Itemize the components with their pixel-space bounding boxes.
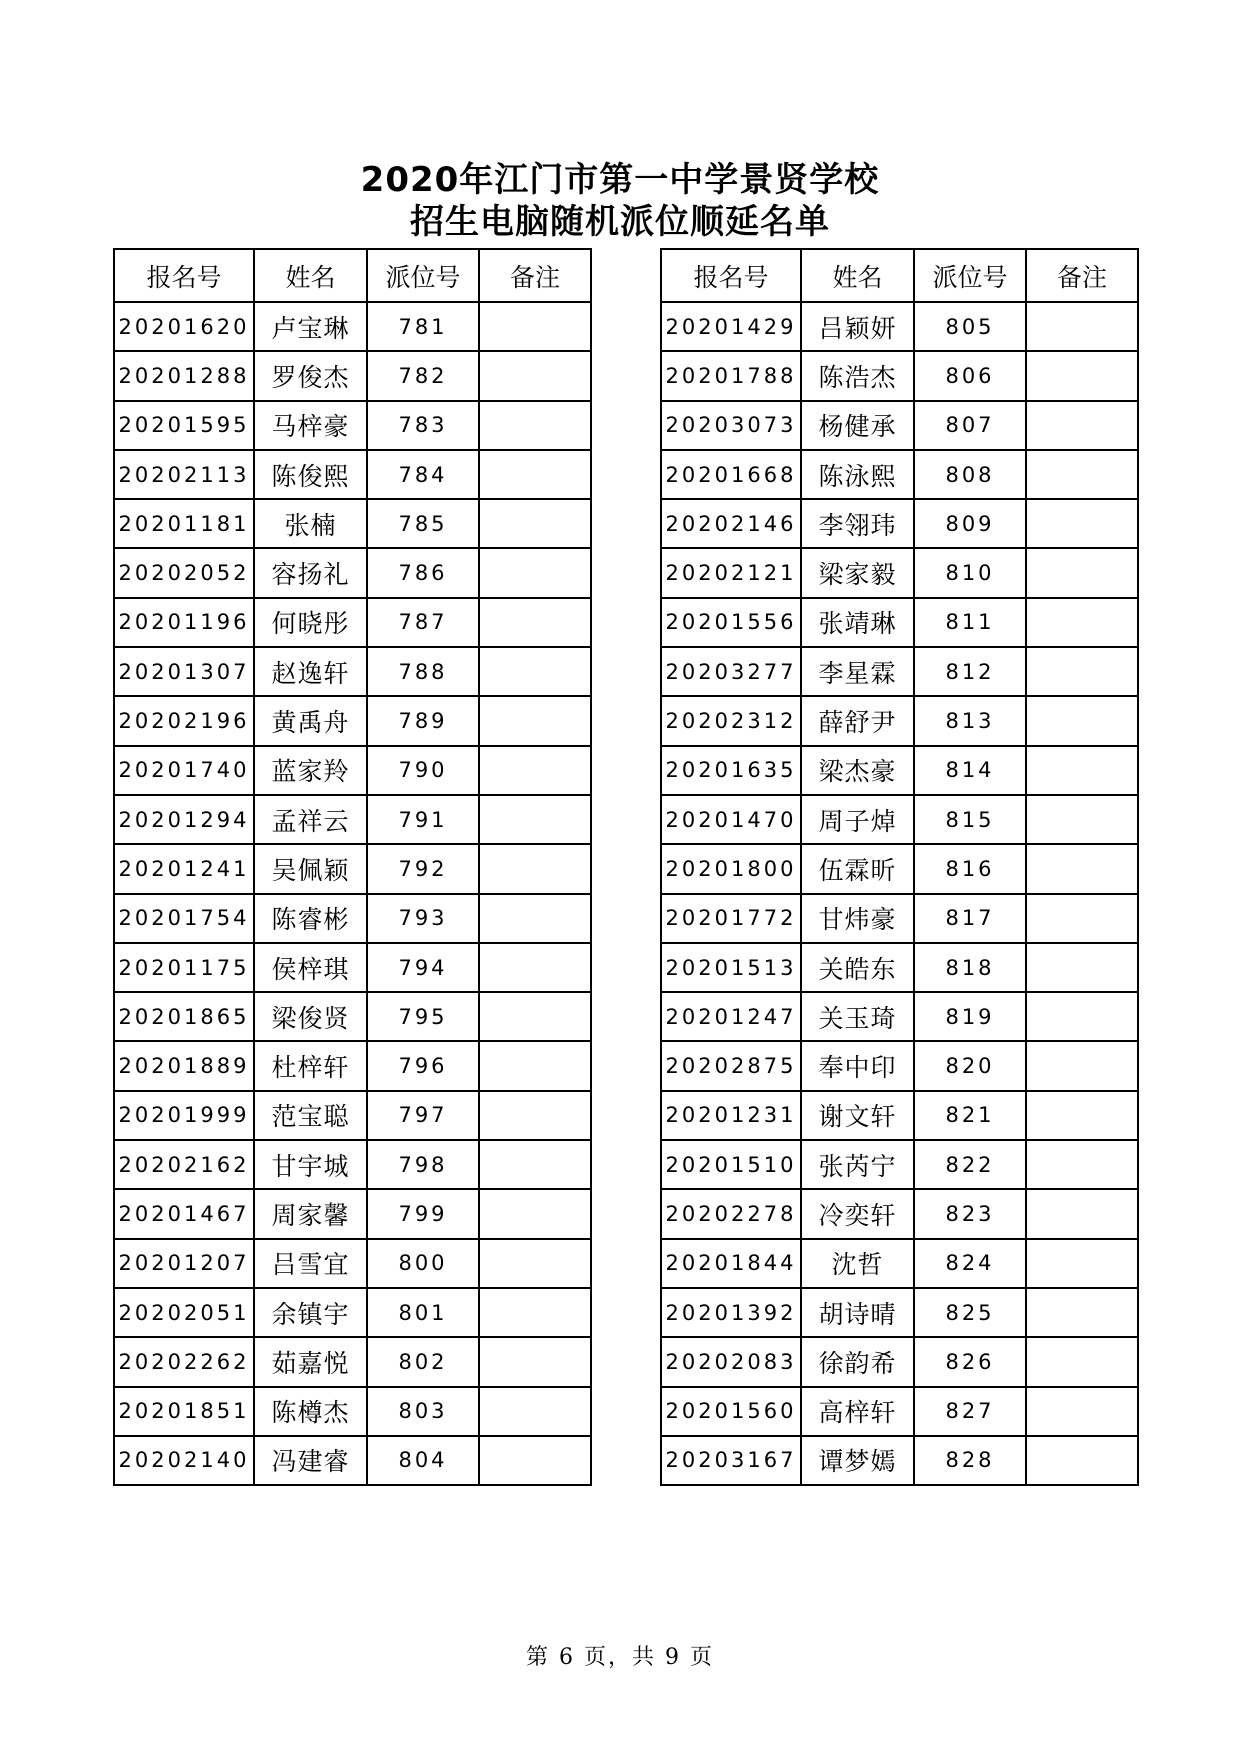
student-name-cell: 谭梦嫣 xyxy=(801,1436,914,1485)
remarks-cell xyxy=(1026,894,1138,943)
student-name-cell: 陈睿彬 xyxy=(254,894,367,943)
remarks-cell xyxy=(1026,844,1138,893)
header-registration-number: 报名号 xyxy=(114,249,254,302)
seat-number-cell: 809 xyxy=(914,499,1026,548)
student-name-cell: 李翎玮 xyxy=(801,499,914,548)
registration-number-cell: 20201510 xyxy=(661,1140,801,1189)
header-remarks: 备注 xyxy=(479,249,591,302)
remarks-cell xyxy=(1026,548,1138,597)
registration-number-cell: 20201307 xyxy=(114,647,254,696)
registration-number-cell: 20201889 xyxy=(114,1041,254,1090)
remarks-cell xyxy=(479,1189,591,1238)
registration-number-cell: 20201788 xyxy=(661,351,801,400)
student-name-cell: 吕颖妍 xyxy=(801,302,914,351)
remarks-cell xyxy=(479,499,591,548)
remarks-cell xyxy=(1026,647,1138,696)
registration-number-cell: 20201865 xyxy=(114,992,254,1041)
remarks-cell xyxy=(1026,795,1138,844)
table-row xyxy=(114,844,591,893)
table-row xyxy=(114,746,591,795)
registration-number-cell: 20201175 xyxy=(114,943,254,992)
seat-number-cell: 791 xyxy=(367,795,479,844)
remarks-cell xyxy=(479,1041,591,1090)
registration-number-cell: 20201620 xyxy=(114,302,254,351)
seat-number-cell: 802 xyxy=(367,1337,479,1386)
seat-number-cell: 801 xyxy=(367,1288,479,1337)
registration-number-cell: 20201844 xyxy=(661,1239,801,1288)
registration-number-cell: 20202083 xyxy=(661,1337,801,1386)
seat-number-cell: 795 xyxy=(367,992,479,1041)
registration-number-cell: 20201294 xyxy=(114,795,254,844)
table-row xyxy=(661,696,1138,745)
registration-number-cell: 20201467 xyxy=(114,1189,254,1238)
registration-number-cell: 20203073 xyxy=(661,401,801,450)
seat-number-cell: 826 xyxy=(914,1337,1026,1386)
student-name-cell: 薛舒尹 xyxy=(801,696,914,745)
registration-number-cell: 20202051 xyxy=(114,1288,254,1337)
roster-table-left xyxy=(113,248,592,1486)
registration-number-cell: 20202196 xyxy=(114,696,254,745)
registration-number-cell: 20201470 xyxy=(661,795,801,844)
table-row xyxy=(661,401,1138,450)
remarks-cell xyxy=(479,1288,591,1337)
registration-number-cell: 20201196 xyxy=(114,598,254,647)
table-row xyxy=(661,943,1138,992)
remarks-cell xyxy=(479,844,591,893)
registration-number-cell: 20201513 xyxy=(661,943,801,992)
remarks-cell xyxy=(1026,1436,1138,1485)
student-name-cell: 卢宝琳 xyxy=(254,302,367,351)
seat-number-cell: 805 xyxy=(914,302,1026,351)
table-row xyxy=(661,302,1138,351)
seat-number-cell: 815 xyxy=(914,795,1026,844)
student-name-cell: 冷奕轩 xyxy=(801,1189,914,1238)
table-row xyxy=(114,1436,591,1485)
seat-number-cell: 828 xyxy=(914,1436,1026,1485)
header-seat-number: 派位号 xyxy=(914,249,1026,302)
student-name-cell: 谢文轩 xyxy=(801,1091,914,1140)
remarks-cell xyxy=(479,598,591,647)
table-row xyxy=(661,894,1138,943)
table-row xyxy=(661,548,1138,597)
remarks-cell xyxy=(479,647,591,696)
student-name-cell: 侯梓琪 xyxy=(254,943,367,992)
seat-number-cell: 790 xyxy=(367,746,479,795)
registration-number-cell: 20202875 xyxy=(661,1041,801,1090)
seat-number-cell: 817 xyxy=(914,894,1026,943)
table-row xyxy=(661,499,1138,548)
registration-number-cell: 20201392 xyxy=(661,1288,801,1337)
table-row xyxy=(114,894,591,943)
student-name-cell: 范宝聪 xyxy=(254,1091,367,1140)
student-name-cell: 孟祥云 xyxy=(254,795,367,844)
seat-number-cell: 786 xyxy=(367,548,479,597)
table-row xyxy=(114,598,591,647)
seat-number-cell: 797 xyxy=(367,1091,479,1140)
seat-number-cell: 781 xyxy=(367,302,479,351)
table-row xyxy=(661,1288,1138,1337)
remarks-cell xyxy=(1026,499,1138,548)
registration-number-cell: 20202162 xyxy=(114,1140,254,1189)
student-name-cell: 伍霖昕 xyxy=(801,844,914,893)
registration-number-cell: 20201800 xyxy=(661,844,801,893)
seat-number-cell: 823 xyxy=(914,1189,1026,1238)
remarks-cell xyxy=(479,1337,591,1386)
registration-number-cell: 20202278 xyxy=(661,1189,801,1238)
remarks-cell xyxy=(479,943,591,992)
table-row xyxy=(661,746,1138,795)
seat-number-cell: 825 xyxy=(914,1288,1026,1337)
remarks-cell xyxy=(1026,1288,1138,1337)
table-row xyxy=(114,1239,591,1288)
registration-number-cell: 20201556 xyxy=(661,598,801,647)
seat-number-cell: 807 xyxy=(914,401,1026,450)
student-name-cell: 杨健承 xyxy=(801,401,914,450)
table-row xyxy=(661,1337,1138,1386)
seat-number-cell: 798 xyxy=(367,1140,479,1189)
seat-number-cell: 803 xyxy=(367,1387,479,1436)
seat-number-cell: 822 xyxy=(914,1140,1026,1189)
student-name-cell: 杜梓轩 xyxy=(254,1041,367,1090)
remarks-cell xyxy=(479,992,591,1041)
student-name-cell: 黄禹舟 xyxy=(254,696,367,745)
registration-number-cell: 20201668 xyxy=(661,450,801,499)
student-name-cell: 关玉琦 xyxy=(801,992,914,1041)
seat-number-cell: 782 xyxy=(367,351,479,400)
registration-number-cell: 20201288 xyxy=(114,351,254,400)
table-row xyxy=(114,499,591,548)
student-name-cell: 罗俊杰 xyxy=(254,351,367,400)
registration-number-cell: 20202140 xyxy=(114,1436,254,1485)
student-name-cell: 沈哲 xyxy=(801,1239,914,1288)
table-row xyxy=(114,351,591,400)
table-row xyxy=(661,1436,1138,1485)
student-name-cell: 高梓轩 xyxy=(801,1387,914,1436)
table-row xyxy=(114,1041,591,1090)
remarks-cell xyxy=(479,795,591,844)
seat-number-cell: 794 xyxy=(367,943,479,992)
table-row xyxy=(114,1091,591,1140)
remarks-cell xyxy=(479,1387,591,1436)
document-title: 2020年江门市第一中学景贤学校 xyxy=(360,160,880,200)
registration-number-cell: 20201207 xyxy=(114,1239,254,1288)
student-name-cell: 吕雪宜 xyxy=(254,1239,367,1288)
registration-number-cell: 20202146 xyxy=(661,499,801,548)
student-name-cell: 陈泳熙 xyxy=(801,450,914,499)
student-name-cell: 马梓豪 xyxy=(254,401,367,450)
remarks-cell xyxy=(479,1436,591,1485)
remarks-cell xyxy=(479,1140,591,1189)
seat-number-cell: 821 xyxy=(914,1091,1026,1140)
table-row xyxy=(661,1189,1138,1238)
seat-number-cell: 787 xyxy=(367,598,479,647)
remarks-cell xyxy=(479,746,591,795)
table-row xyxy=(661,1041,1138,1090)
table-row xyxy=(114,992,591,1041)
student-name-cell: 陈俊熙 xyxy=(254,450,367,499)
table-row xyxy=(661,1239,1138,1288)
student-name-cell: 梁杰豪 xyxy=(801,746,914,795)
student-name-cell: 冯建睿 xyxy=(254,1436,367,1485)
table-row xyxy=(661,598,1138,647)
remarks-cell xyxy=(1026,302,1138,351)
table-row xyxy=(114,1288,591,1337)
student-name-cell: 李星霖 xyxy=(801,647,914,696)
seat-number-cell: 827 xyxy=(914,1387,1026,1436)
remarks-cell xyxy=(1026,696,1138,745)
seat-number-cell: 808 xyxy=(914,450,1026,499)
student-name-cell: 张楠 xyxy=(254,499,367,548)
seat-number-cell: 800 xyxy=(367,1239,479,1288)
student-name-cell: 赵逸轩 xyxy=(254,647,367,696)
student-name-cell: 关皓东 xyxy=(801,943,914,992)
page-footer: 第 6 页，共 9 页 xyxy=(526,1645,714,1670)
registration-number-cell: 20202121 xyxy=(661,548,801,597)
table-row xyxy=(661,647,1138,696)
seat-number-cell: 818 xyxy=(914,943,1026,992)
registration-number-cell: 20202262 xyxy=(114,1337,254,1386)
header-remarks: 备注 xyxy=(1026,249,1138,302)
seat-number-cell: 824 xyxy=(914,1239,1026,1288)
registration-number-cell: 20202113 xyxy=(114,450,254,499)
remarks-cell xyxy=(1026,1140,1138,1189)
remarks-cell xyxy=(1026,746,1138,795)
table-row xyxy=(114,1387,591,1436)
table-row xyxy=(114,1140,591,1189)
remarks-cell xyxy=(1026,943,1138,992)
remarks-cell xyxy=(479,696,591,745)
header-name: 姓名 xyxy=(801,249,914,302)
student-name-cell: 胡诗晴 xyxy=(801,1288,914,1337)
seat-number-cell: 793 xyxy=(367,894,479,943)
seat-number-cell: 785 xyxy=(367,499,479,548)
table-row xyxy=(114,795,591,844)
table-row xyxy=(661,1140,1138,1189)
student-name-cell: 陈樽杰 xyxy=(254,1387,367,1436)
student-name-cell: 陈浩杰 xyxy=(801,351,914,400)
registration-number-cell: 20201181 xyxy=(114,499,254,548)
table-row xyxy=(114,943,591,992)
remarks-cell xyxy=(1026,401,1138,450)
remarks-cell xyxy=(479,351,591,400)
seat-number-cell: 813 xyxy=(914,696,1026,745)
seat-number-cell: 819 xyxy=(914,992,1026,1041)
student-name-cell: 梁家毅 xyxy=(801,548,914,597)
student-name-cell: 余镇宇 xyxy=(254,1288,367,1337)
student-name-cell: 甘宇城 xyxy=(254,1140,367,1189)
seat-number-cell: 789 xyxy=(367,696,479,745)
seat-number-cell: 788 xyxy=(367,647,479,696)
student-name-cell: 吴佩颖 xyxy=(254,844,367,893)
student-name-cell: 周子焯 xyxy=(801,795,914,844)
header-registration-number: 报名号 xyxy=(661,249,801,302)
registration-number-cell: 20201241 xyxy=(114,844,254,893)
remarks-cell xyxy=(1026,351,1138,400)
remarks-cell xyxy=(1026,1239,1138,1288)
document-subtitle: 招生电脑随机派位顺延名单 xyxy=(410,202,830,242)
table-row xyxy=(114,1337,591,1386)
table-row xyxy=(661,1387,1138,1436)
header-name: 姓名 xyxy=(254,249,367,302)
table-row xyxy=(661,844,1138,893)
registration-number-cell: 20201429 xyxy=(661,302,801,351)
remarks-cell xyxy=(1026,1189,1138,1238)
table-header-row xyxy=(114,249,591,302)
table-row xyxy=(661,351,1138,400)
student-name-cell: 蓝家羚 xyxy=(254,746,367,795)
table-row xyxy=(661,1091,1138,1140)
student-name-cell: 张芮宁 xyxy=(801,1140,914,1189)
remarks-cell xyxy=(1026,1387,1138,1436)
table-row xyxy=(114,647,591,696)
remarks-cell xyxy=(479,1239,591,1288)
registration-number-cell: 20201740 xyxy=(114,746,254,795)
student-name-cell: 奉中印 xyxy=(801,1041,914,1090)
student-name-cell: 容扬礼 xyxy=(254,548,367,597)
remarks-cell xyxy=(479,401,591,450)
student-name-cell: 何晓彤 xyxy=(254,598,367,647)
remarks-cell xyxy=(479,894,591,943)
seat-number-cell: 804 xyxy=(367,1436,479,1485)
registration-number-cell: 20201247 xyxy=(661,992,801,1041)
registration-number-cell: 20202312 xyxy=(661,696,801,745)
remarks-cell xyxy=(1026,1041,1138,1090)
header-seat-number: 派位号 xyxy=(367,249,479,302)
student-name-cell: 张靖琳 xyxy=(801,598,914,647)
table-row xyxy=(114,1189,591,1238)
table-row xyxy=(114,696,591,745)
table-row xyxy=(114,548,591,597)
seat-number-cell: 796 xyxy=(367,1041,479,1090)
seat-number-cell: 816 xyxy=(914,844,1026,893)
remarks-cell xyxy=(479,302,591,351)
seat-number-cell: 792 xyxy=(367,844,479,893)
remarks-cell xyxy=(479,1091,591,1140)
registration-number-cell: 20201560 xyxy=(661,1387,801,1436)
remarks-cell xyxy=(1026,450,1138,499)
table-row xyxy=(114,401,591,450)
seat-number-cell: 812 xyxy=(914,647,1026,696)
seat-number-cell: 811 xyxy=(914,598,1026,647)
registration-number-cell: 20203277 xyxy=(661,647,801,696)
registration-number-cell: 20202052 xyxy=(114,548,254,597)
seat-number-cell: 783 xyxy=(367,401,479,450)
roster-table-right xyxy=(660,248,1139,1486)
registration-number-cell: 20201595 xyxy=(114,401,254,450)
registration-number-cell: 20201999 xyxy=(114,1091,254,1140)
student-name-cell: 梁俊贤 xyxy=(254,992,367,1041)
table-row xyxy=(661,450,1138,499)
table-row xyxy=(661,992,1138,1041)
remarks-cell xyxy=(1026,598,1138,647)
registration-number-cell: 20201231 xyxy=(661,1091,801,1140)
registration-number-cell: 20201635 xyxy=(661,746,801,795)
student-name-cell: 周家馨 xyxy=(254,1189,367,1238)
remarks-cell xyxy=(479,548,591,597)
seat-number-cell: 820 xyxy=(914,1041,1026,1090)
seat-number-cell: 799 xyxy=(367,1189,479,1238)
student-name-cell: 徐韵希 xyxy=(801,1337,914,1386)
remarks-cell xyxy=(1026,1337,1138,1386)
student-name-cell: 茹嘉悦 xyxy=(254,1337,367,1386)
table-row xyxy=(114,450,591,499)
remarks-cell xyxy=(479,450,591,499)
registration-number-cell: 20201851 xyxy=(114,1387,254,1436)
table-row xyxy=(661,795,1138,844)
table-header-row xyxy=(661,249,1138,302)
seat-number-cell: 784 xyxy=(367,450,479,499)
remarks-cell xyxy=(1026,1091,1138,1140)
remarks-cell xyxy=(1026,992,1138,1041)
seat-number-cell: 806 xyxy=(914,351,1026,400)
student-name-cell: 甘炜豪 xyxy=(801,894,914,943)
seat-number-cell: 810 xyxy=(914,548,1026,597)
table-row xyxy=(114,302,591,351)
registration-number-cell: 20201754 xyxy=(114,894,254,943)
seat-number-cell: 814 xyxy=(914,746,1026,795)
registration-number-cell: 20203167 xyxy=(661,1436,801,1485)
registration-number-cell: 20201772 xyxy=(661,894,801,943)
